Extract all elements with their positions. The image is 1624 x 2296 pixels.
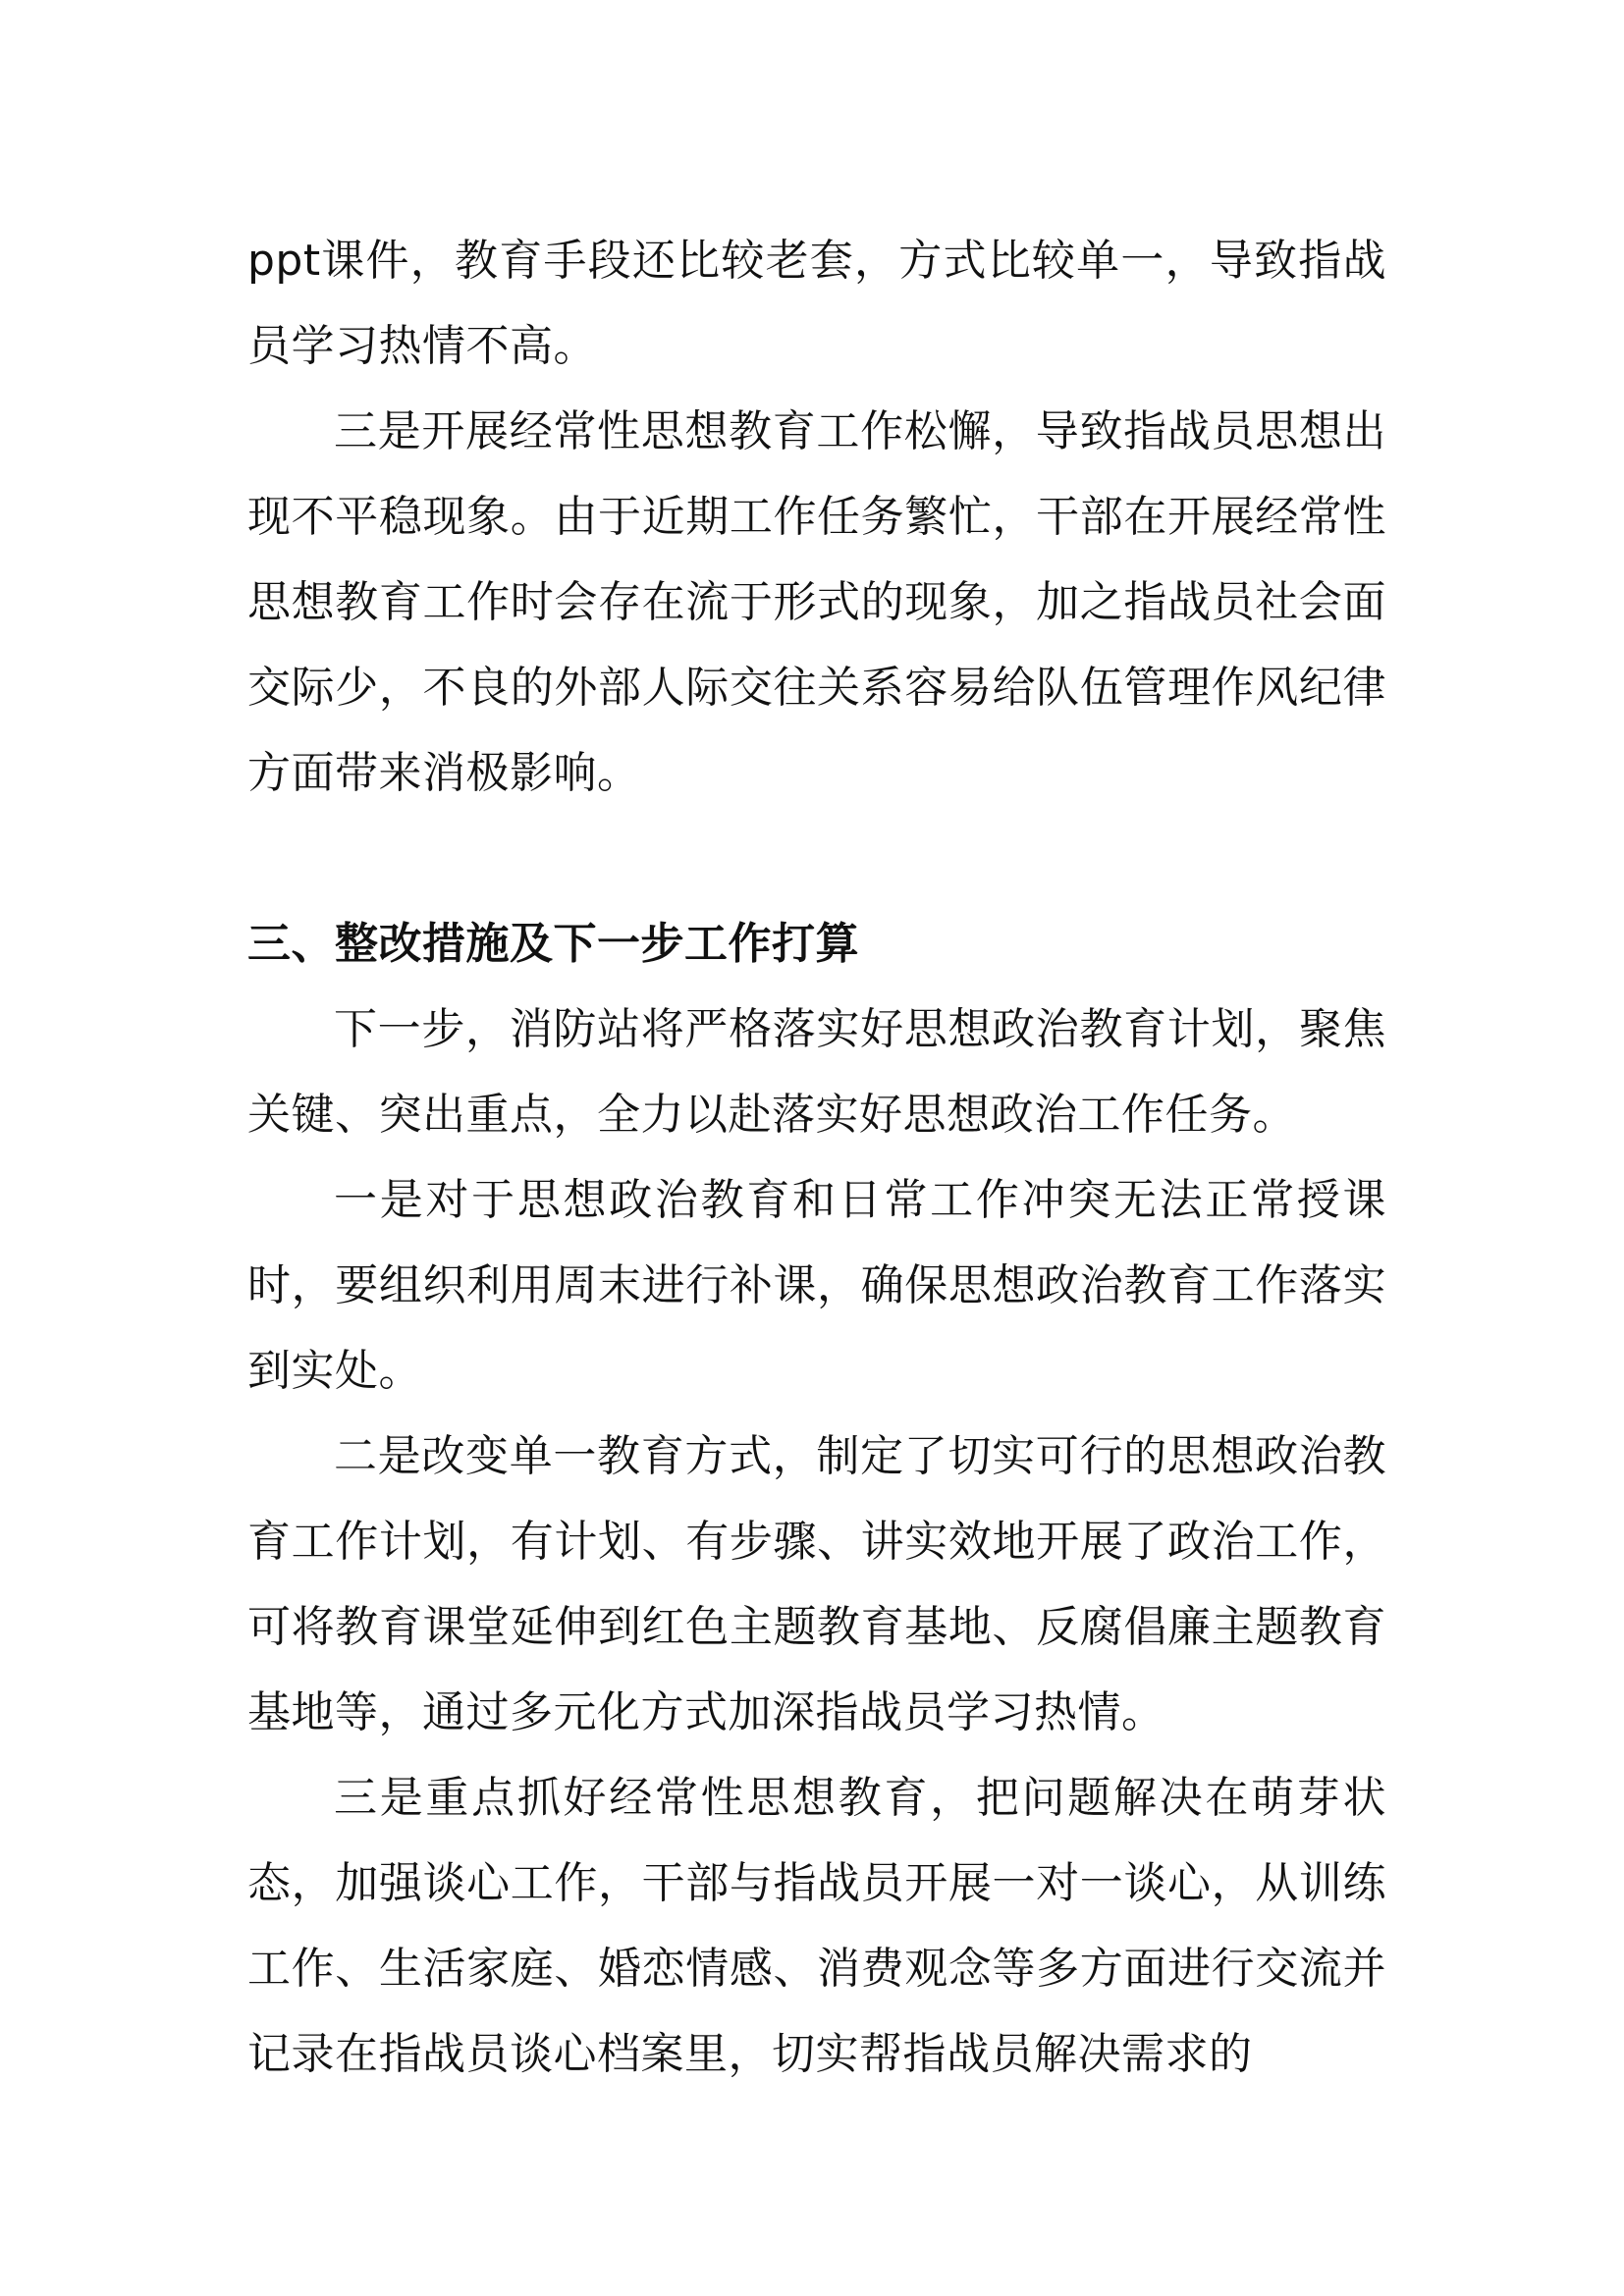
paragraph-measure-three: 三是重点抓好经常性思想教育，把问题解决在萌芽状态，加强谈心工作，干部与指战员开展一对一谈心，从训练工作、生活家庭、婚恋情感、消费观念等多方面进行交流并记录在指战员谈心档案里，切实帮指战员解决需求的: [247, 1773, 1386, 2079]
document-body: [247, 218, 1386, 2097]
paragraph-continuation: ppt课件，教育手段还比较老套，方式比较单一，导致指战员学习热情不高。: [247, 236, 1386, 371]
paragraph-issue-three: 三是开展经常性思想教育工作松懈，导致指战员思想出现不平稳现象。由于近期工作任务繁忙，干部在开展经常性思想教育工作时会存在流于形式的现象，加之指战员社会面交际少，不良的外部人际交往关系容易给队伍管理作风纪律方面带来消极影响。: [247, 406, 1386, 798]
paragraph-measure-one: 一是对于思想政治教育和日常工作冲突无法正常授课时，要组织利用周末进行补课，确保思想政治教育工作落实到实处。: [247, 1175, 1386, 1396]
paragraph-measure-two: 二是改变单一教育方式，制定了切实可行的思想政治教育工作计划，有计划、有步骤、讲实效地开展了政治工作，可将教育课堂延伸到红色主题教育基地、反腐倡廉主题教育基地等，通过多元化方式加深指战员学习热情。: [247, 1431, 1386, 1737]
paragraph-next-step: 下一步，消防站将严格落实好思想政治教育计划，聚焦关键、突出重点，全力以赴落实好思想政治工作任务。: [247, 1004, 1386, 1140]
section-spacer: [247, 816, 1386, 901]
section-heading: 三、整改措施及下一步工作打算: [247, 919, 859, 969]
